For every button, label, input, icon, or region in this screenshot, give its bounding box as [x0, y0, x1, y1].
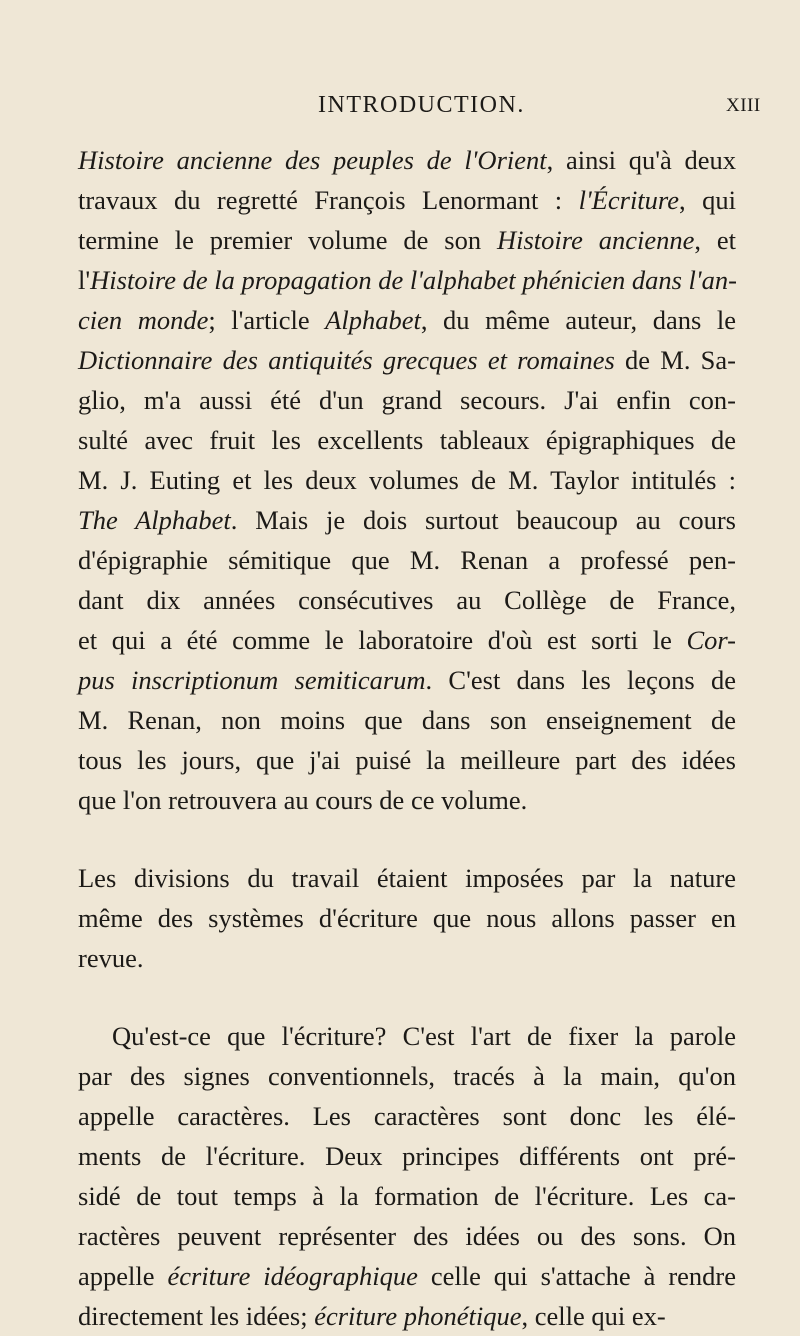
text-run: termine le premier volume de son [78, 225, 497, 255]
italic-text: l'Écriture [578, 185, 680, 215]
text-line [78, 220, 736, 260]
text-run: glio, m'a aussi été d'un grand secours. J'ai enfin con- [78, 385, 736, 415]
italic-text: écriture phonétique [314, 1301, 522, 1331]
text-run: travaux du regretté François Lenormant : [78, 185, 579, 215]
text-run: directement les idées; [78, 1301, 315, 1331]
text-line [78, 340, 736, 380]
page-number: XIII [726, 95, 761, 116]
text-run: Qu'est-ce que l'écriture? C'est l'art de fixer la parole [112, 1021, 736, 1051]
paragraph [78, 140, 736, 820]
text-run: appelle caractères. Les caractères sont donc les élé- [78, 1101, 736, 1131]
italic-text: écriture idéographique [167, 1261, 418, 1291]
text-line [78, 180, 736, 220]
text-line [78, 858, 736, 898]
text-line [78, 140, 736, 180]
italic-text: pus inscriptionum semiticarum [78, 665, 426, 695]
text-line [78, 1016, 736, 1056]
text-run: sidé de tout temps à la formation de l'écriture. Les ca- [78, 1181, 736, 1211]
text-run: dant dix années consécutives au Collège de France, [78, 585, 736, 615]
text-run: Les divisions du travail étaient imposées par la nature [78, 863, 736, 893]
text-run: et qui a été comme le laboratoire d'où est sorti le [78, 625, 687, 655]
text-run: ments de l'écriture. Deux principes différents ont pré- [78, 1141, 736, 1171]
body-text [78, 140, 736, 1336]
text-run: ractères peuvent représenter des idées ou des sons. On [78, 1221, 736, 1251]
text-run: ; l'article [208, 305, 326, 335]
text-line [78, 460, 736, 500]
text-line [78, 380, 736, 420]
text-run: tous les jours, que j'ai puisé la meilleure part des idées [78, 745, 736, 775]
text-line [78, 660, 736, 700]
running-title: INTRODUCTION. [318, 92, 525, 118]
text-run: , celle qui ex- [521, 1301, 666, 1331]
text-line [78, 540, 736, 580]
text-run: appelle [78, 1261, 168, 1291]
text-line [78, 1136, 736, 1176]
text-run: , qui [679, 185, 736, 215]
text-line [78, 1056, 736, 1096]
italic-text: The Alphabet [78, 505, 231, 535]
text-line [78, 740, 736, 780]
text-line [78, 1216, 736, 1256]
text-run: que l'on retrouvera au cours de ce volume. [78, 785, 528, 815]
text-run: . Mais je dois surtout beaucoup au cours [230, 505, 736, 535]
italic-text: Dictionnaire des antiquités grecques et romaines [78, 345, 615, 375]
text-line [78, 620, 736, 660]
text-line [78, 500, 736, 540]
text-run: M. J. Euting et les deux volumes de M. Taylor intitulés : [78, 465, 736, 495]
italic-text: Alphabet [325, 305, 421, 335]
text-line [78, 1096, 736, 1136]
text-run: celle qui s'attache à rendre [417, 1261, 737, 1291]
text-run: , ainsi qu'à deux [546, 145, 736, 175]
text-line [78, 300, 736, 340]
text-line [78, 580, 736, 620]
text-run: l' [78, 265, 91, 295]
text-line [78, 780, 736, 820]
text-run: , et [694, 225, 737, 255]
text-line [78, 700, 736, 740]
paragraph [78, 1016, 736, 1336]
text-line [78, 938, 736, 978]
text-line [78, 260, 736, 300]
italic-text: Histoire de la propagation de l'alphabet phénicien dans l'an- [90, 265, 737, 295]
text-run: de M. Sa- [614, 345, 736, 375]
text-line [78, 420, 736, 460]
text-run: , du même auteur, dans le [420, 305, 736, 335]
text-run: revue. [78, 943, 144, 973]
italic-text: cien monde [78, 305, 209, 335]
text-line [78, 1296, 736, 1336]
text-run: d'épigraphie sémitique que M. Renan a professé pen- [78, 545, 736, 575]
paragraph-gap [78, 820, 736, 858]
italic-text: Histoire ancienne [496, 225, 695, 255]
text-line [78, 1256, 736, 1296]
text-run: . C'est dans les leçons de [425, 665, 736, 695]
text-run: sulté avec fruit les excellents tableaux épigraphiques de [78, 425, 736, 455]
paragraph-gap [78, 978, 736, 1016]
text-line [78, 1176, 736, 1216]
paragraph [78, 858, 736, 978]
text-run: M. Renan, non moins que dans son enseignement de [78, 705, 736, 735]
running-header [0, 92, 800, 122]
italic-text: Histoire ancienne des peuples de l'Orient [78, 145, 547, 175]
text-run: même des systèmes d'écriture que nous allons passer en [78, 903, 736, 933]
text-line [78, 898, 736, 938]
text-run: par des signes conventionnels, tracés à la main, qu'on [78, 1061, 736, 1091]
italic-text: Cor- [686, 625, 736, 655]
